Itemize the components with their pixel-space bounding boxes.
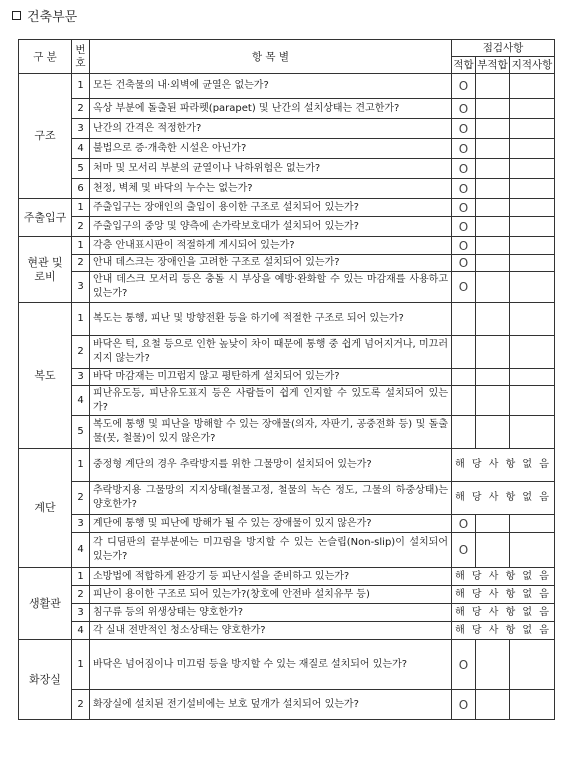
circle-mark-icon: O — [458, 79, 469, 93]
note-cell[interactable] — [510, 515, 555, 533]
note-cell[interactable] — [510, 369, 555, 386]
fit-cell[interactable] — [452, 179, 476, 199]
fit-cell[interactable] — [452, 336, 476, 369]
row-number: 5 — [72, 159, 90, 179]
note-cell[interactable] — [510, 99, 555, 119]
item-text: 각 실내 전반적인 청소상태는 양호한가? — [90, 622, 452, 640]
circle-mark-icon: O — [458, 161, 469, 176]
category-cell: 주출입구 — [19, 199, 72, 237]
header-number: 번호 — [72, 40, 90, 74]
table-row — [19, 74, 555, 99]
note-cell[interactable] — [510, 74, 555, 99]
circle-mark-icon: O — [458, 256, 469, 270]
row-number: 1 — [72, 568, 90, 586]
row-number: 4 — [72, 622, 90, 640]
section-title-label: 건축부문 — [27, 10, 78, 25]
table-row — [19, 622, 555, 640]
note-cell[interactable] — [510, 139, 555, 159]
unfit-cell[interactable] — [476, 139, 510, 159]
row-number: 3 — [72, 369, 90, 386]
fit-cell[interactable] — [452, 99, 476, 119]
row-number: 1 — [72, 237, 90, 255]
table-row — [19, 533, 555, 568]
table-row — [19, 99, 555, 119]
unfit-cell[interactable] — [476, 159, 510, 179]
row-number: 2 — [72, 217, 90, 237]
note-cell[interactable] — [510, 303, 555, 336]
category-cell: 현관 및 로비 — [19, 237, 72, 303]
header-item: 항 목 별 — [90, 40, 452, 74]
row-number: 5 — [72, 416, 90, 449]
row-number: 2 — [72, 690, 90, 720]
item-text: 침구류 등의 위생상태는 양호한가? — [90, 604, 452, 622]
header-check: 점검사항 — [452, 40, 555, 57]
item-text: 불법으로 증·개축한 시설은 아닌가? — [90, 139, 452, 159]
table-row — [19, 604, 555, 622]
item-text: 계단에 통행 및 피난에 방해가 될 수 있는 장애물이 있지 않은가? — [90, 515, 452, 533]
fit-cell[interactable] — [452, 139, 476, 159]
unfit-cell[interactable] — [476, 690, 510, 720]
item-text: 주출입구는 장애인의 출입이 용이한 구조로 설치되어 있는가? — [90, 199, 452, 217]
fit-cell[interactable] — [452, 237, 476, 255]
note-cell[interactable] — [510, 272, 555, 303]
table-row — [19, 336, 555, 369]
fit-cell[interactable] — [452, 369, 476, 386]
note-cell[interactable] — [510, 533, 555, 568]
table-row — [19, 515, 555, 533]
row-number: 1 — [72, 199, 90, 217]
row-number: 2 — [72, 99, 90, 119]
circle-mark-icon: O — [458, 238, 469, 253]
category-cell: 화장실 — [19, 640, 72, 720]
unfit-cell[interactable] — [476, 237, 510, 255]
item-text: 옥상 부분에 돌출된 파라펫(parapet) 및 난간의 설치상태는 견고한가? — [90, 99, 452, 119]
row-number: 1 — [72, 449, 90, 482]
fit-cell[interactable] — [452, 303, 476, 336]
fit-cell[interactable] — [452, 159, 476, 179]
category-cell: 복도 — [19, 303, 72, 449]
row-number: 2 — [72, 336, 90, 369]
item-text: 바닥 마감재는 미끄럽지 않고 평탄하게 설치되어 있는가? — [90, 369, 452, 386]
table-row — [19, 217, 555, 237]
row-number: 3 — [72, 604, 90, 622]
fit-cell[interactable] — [452, 217, 476, 237]
item-text: 주출입구의 중앙 및 양측에 손가락보호대가 설치되어 있는가? — [90, 217, 452, 237]
table-row — [19, 199, 555, 217]
unfit-cell[interactable] — [476, 217, 510, 237]
unfit-cell[interactable] — [476, 640, 510, 690]
item-text: 추락방지용 그물망의 지지상태(철물고정, 철물의 녹슨 정도, 그물의 하중상태)는 양호한가? — [90, 482, 452, 515]
item-text: 복도는 통행, 피난 및 방향전환 등을 하기에 적절한 구조로 되어 있는가? — [90, 303, 452, 336]
category-cell: 계단 — [19, 449, 72, 568]
table-body — [19, 74, 555, 720]
table-row — [19, 586, 555, 604]
unfit-cell[interactable] — [476, 179, 510, 199]
unfit-cell[interactable] — [476, 99, 510, 119]
checkbox-square-icon — [12, 11, 21, 20]
unfit-cell[interactable] — [476, 119, 510, 139]
not-applicable-cell: 해 당 사 항 없 음 — [452, 586, 555, 604]
category-cell: 생활관 — [19, 568, 72, 640]
header-fit: 적합 — [452, 57, 476, 74]
row-number: 3 — [72, 119, 90, 139]
not-applicable-cell: 해 당 사 항 없 음 — [452, 449, 555, 482]
circle-mark-icon: O — [458, 200, 469, 215]
table-row — [19, 303, 555, 336]
category-cell: 구조 — [19, 74, 72, 199]
row-number: 2 — [72, 482, 90, 515]
note-cell[interactable] — [510, 179, 555, 199]
table-row — [19, 139, 555, 159]
item-text: 안내 데스크 모서리 등은 충돌 시 부상을 예방·완화할 수 있는 마감재를 사용하고 있는가? — [90, 272, 452, 303]
table-row — [19, 272, 555, 303]
fit-cell[interactable] — [452, 74, 476, 99]
item-text: 각 디딤판의 끝부분에는 미끄럼을 방지할 수 있는 논슬립(Non-slip)이 설치되어 있는가? — [90, 533, 452, 568]
inspection-table — [18, 39, 555, 720]
table-row — [19, 568, 555, 586]
unfit-cell[interactable] — [476, 416, 510, 449]
table-row — [19, 416, 555, 449]
table-row — [19, 179, 555, 199]
circle-mark-icon: O — [458, 280, 469, 294]
not-applicable-cell: 해 당 사 항 없 음 — [452, 482, 555, 515]
circle-mark-icon: O — [458, 543, 469, 557]
note-cell[interactable] — [510, 159, 555, 179]
unfit-cell[interactable] — [476, 515, 510, 533]
fit-cell[interactable] — [452, 199, 476, 217]
header-unfit: 부적합 — [476, 57, 510, 74]
circle-mark-icon: O — [458, 516, 469, 531]
fit-cell[interactable] — [452, 416, 476, 449]
fit-cell[interactable] — [452, 386, 476, 416]
note-cell[interactable] — [510, 237, 555, 255]
item-text: 각층 안내표시판이 적절하게 게시되어 있는가? — [90, 237, 452, 255]
item-text: 피난유도등, 피난유도표지 등은 사람들이 쉽게 인지할 수 있도록 설치되어 있는가? — [90, 386, 452, 416]
not-applicable-cell: 해 당 사 항 없 음 — [452, 604, 555, 622]
unfit-cell[interactable] — [476, 272, 510, 303]
item-text: 복도에 통행 및 피난을 방해할 수 있는 장애물(의자, 자판기, 공중전화 등) 및 돌출물(못, 철물)이 있지 않은가? — [90, 416, 452, 449]
note-cell[interactable] — [510, 199, 555, 217]
fit-cell[interactable] — [452, 515, 476, 533]
item-text: 피난이 용이한 구조로 되어 있는가?(창호에 안전바 설치유무 등) — [90, 586, 452, 604]
table-row — [19, 369, 555, 386]
item-text: 바닥은 넘어짐이나 미끄럼 등을 방지할 수 있는 재질로 설치되어 있는가? — [90, 640, 452, 690]
row-number: 4 — [72, 533, 90, 568]
fit-cell[interactable] — [452, 640, 476, 690]
not-applicable-cell: 해 당 사 항 없 음 — [452, 622, 555, 640]
fit-cell[interactable] — [452, 690, 476, 720]
header-note: 지적사항 — [510, 57, 555, 74]
table-row — [19, 690, 555, 720]
note-cell[interactable] — [510, 386, 555, 416]
circle-mark-icon: O — [458, 657, 469, 672]
unfit-cell[interactable] — [476, 303, 510, 336]
item-text: 안내 데스크는 장애인을 고려한 구조로 설치되어 있는가? — [90, 255, 452, 272]
row-number: 2 — [72, 586, 90, 604]
note-cell[interactable] — [510, 217, 555, 237]
row-number: 6 — [72, 179, 90, 199]
fit-cell[interactable] — [452, 533, 476, 568]
circle-mark-icon: O — [458, 121, 469, 136]
section-title — [12, 6, 77, 25]
row-number: 1 — [72, 640, 90, 690]
circle-mark-icon: O — [458, 219, 469, 234]
unfit-cell[interactable] — [476, 386, 510, 416]
item-text: 모든 건축물의 내·외벽에 균열은 없는가? — [90, 74, 452, 99]
fit-cell[interactable] — [452, 255, 476, 272]
row-number: 1 — [72, 303, 90, 336]
unfit-cell[interactable] — [476, 533, 510, 568]
unfit-cell[interactable] — [476, 255, 510, 272]
item-text: 소방법에 적합하게 완강기 등 피난시설을 준비하고 있는가? — [90, 568, 452, 586]
table-row — [19, 640, 555, 690]
note-cell[interactable] — [510, 640, 555, 690]
row-number: 3 — [72, 272, 90, 303]
table-row — [19, 386, 555, 416]
table-row — [19, 255, 555, 272]
item-text: 중정형 계단의 경우 추락방지를 위한 그물망이 설치되어 있는가? — [90, 449, 452, 482]
row-number: 4 — [72, 386, 90, 416]
row-number: 3 — [72, 515, 90, 533]
header-category: 구 분 — [19, 40, 72, 74]
item-text: 처마 및 모서리 부분의 균열이나 낙하위험은 없는가? — [90, 159, 452, 179]
circle-mark-icon: O — [458, 141, 469, 156]
item-text: 천정, 벽체 및 바닥의 누수는 없는가? — [90, 179, 452, 199]
table-row — [19, 237, 555, 255]
fit-cell[interactable] — [452, 272, 476, 303]
table-row — [19, 159, 555, 179]
circle-mark-icon: O — [458, 181, 469, 196]
unfit-cell[interactable] — [476, 369, 510, 386]
circle-mark-icon: O — [458, 697, 469, 712]
item-text: 난간의 간격은 적정한가? — [90, 119, 452, 139]
note-cell[interactable] — [510, 336, 555, 369]
row-number: 2 — [72, 255, 90, 272]
fit-cell[interactable] — [452, 119, 476, 139]
row-number: 1 — [72, 74, 90, 99]
not-applicable-cell: 해 당 사 항 없 음 — [452, 568, 555, 586]
item-text: 화장실에 설치된 전기설비에는 보호 덮개가 설치되어 있는가? — [90, 690, 452, 720]
note-cell[interactable] — [510, 416, 555, 449]
item-text: 바닥은 턱, 요철 등으로 인한 높낮이 차이 때문에 통행 중 쉽게 넘어지거나, 미끄러지지 않는가? — [90, 336, 452, 369]
note-cell[interactable] — [510, 119, 555, 139]
unfit-cell[interactable] — [476, 74, 510, 99]
row-number: 4 — [72, 139, 90, 159]
table-row — [19, 482, 555, 515]
unfit-cell[interactable] — [476, 199, 510, 217]
table-row — [19, 119, 555, 139]
circle-mark-icon: O — [458, 101, 469, 116]
note-cell[interactable] — [510, 690, 555, 720]
table-row — [19, 449, 555, 482]
note-cell[interactable] — [510, 255, 555, 272]
unfit-cell[interactable] — [476, 336, 510, 369]
